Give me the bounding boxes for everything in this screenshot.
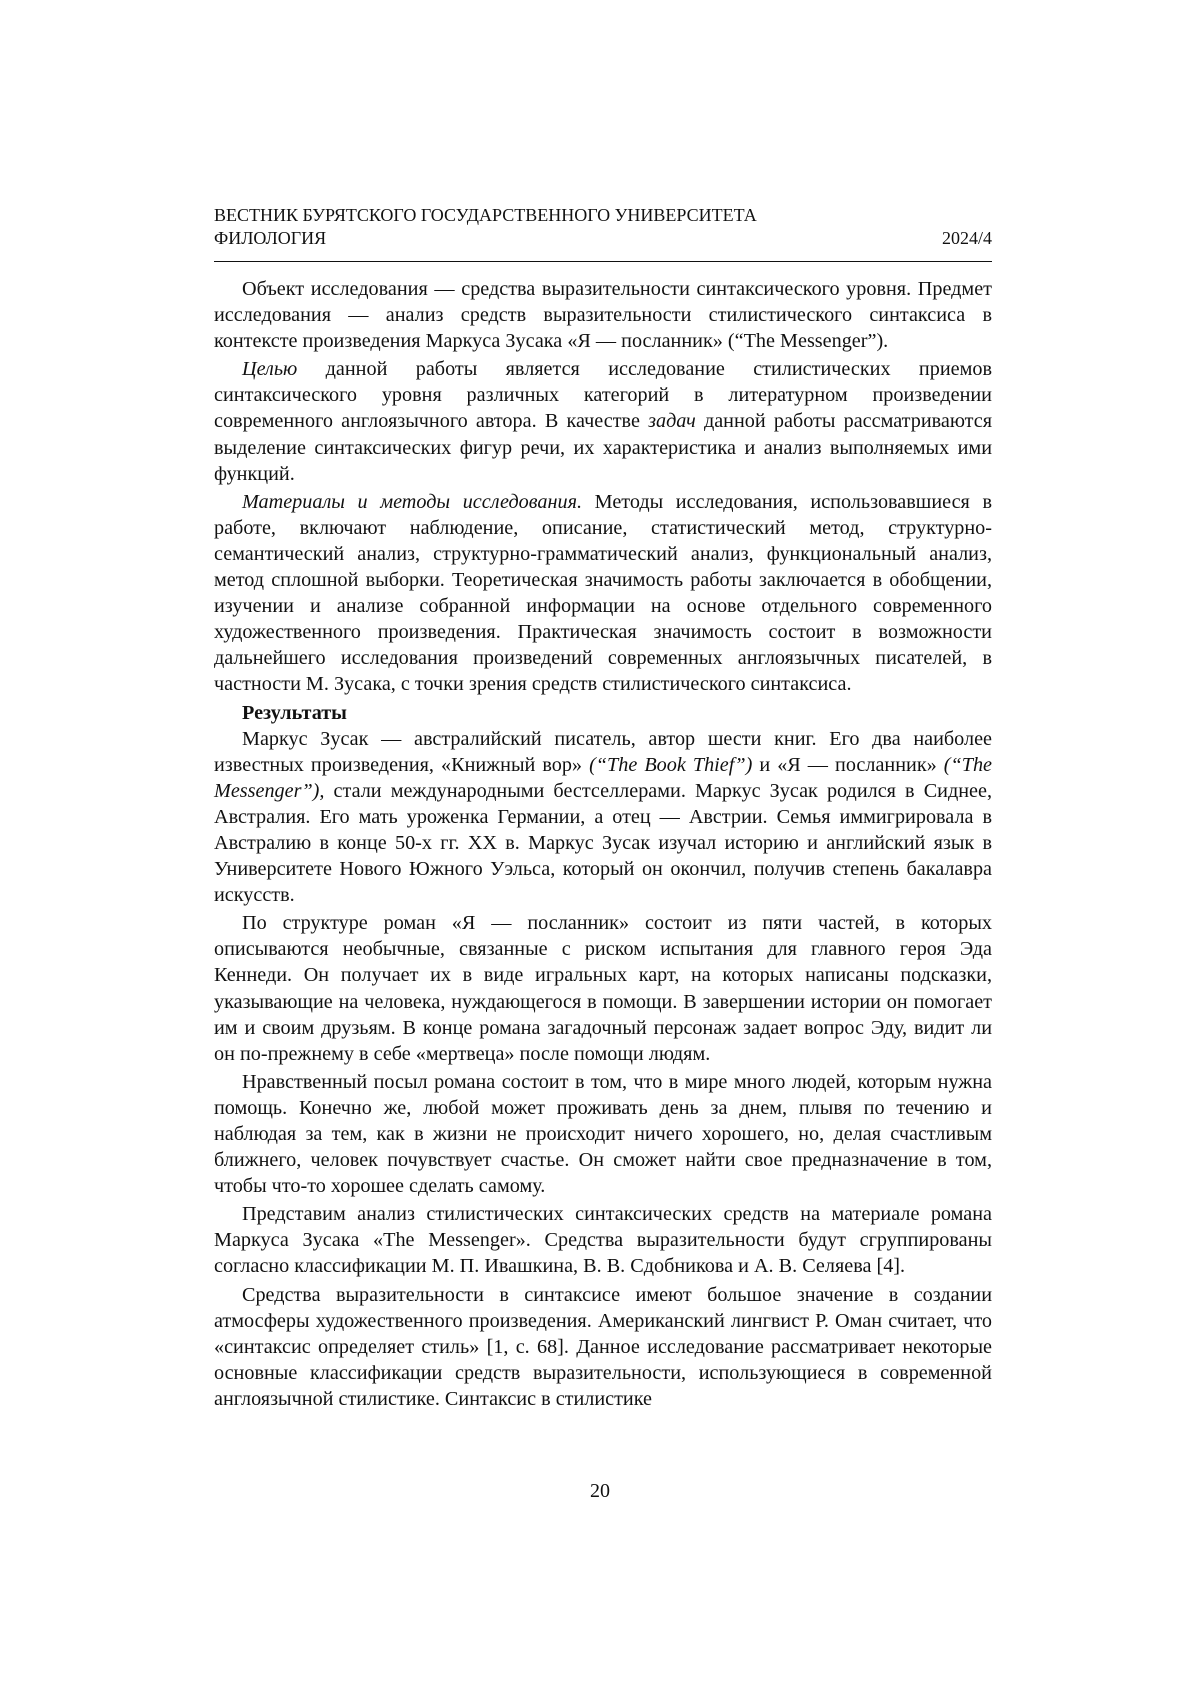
messenger-title: (“The Messenger”),: [214, 754, 992, 802]
goal-text-1: данной работы является исследование стилистических приемов синтаксического уровня различных категорий в литературном произведении современного англоязычного автора. В качестве: [214, 358, 992, 432]
paragraph-moral: Нравственный посыл романа состоит в том, что в мире много людей, которым нужна помощь. Конечно же, любой может проживать день за днем, плывя по течению и наблюдая за тем, как в жизни не происходит ничего хорошего, но, делая счастливым ближнего, человек почувствует счастье. Он сможет найти свое предназначение в том, чтобы что-то хорошее сделать самому.: [214, 1069, 992, 1199]
article-body: [214, 276, 992, 1414]
header-row-1: [214, 204, 992, 227]
page-number: 20: [0, 1480, 1200, 1503]
journal-title: ВЕСТНИК БУРЯТСКОГО ГОСУДАРСТВЕННОГО УНИВЕРСИТЕТА: [214, 204, 757, 227]
author-text-3: стали международными бестселлерами. Маркус Зусак родился в Сиднее, Австралия. Его мать уроженка Германии, а отец — Австрии. Семья иммигрировала в Австралию в конце 50-х гг. XX в. Маркус Зусак изучал историю и английский язык в Университете Нового Южного Уэльса, который он окончил, получив степень бакалавра искусств.: [214, 780, 992, 906]
book-thief-title: (“The Book Thief”): [589, 754, 752, 776]
header-rule: [214, 261, 992, 262]
methods-term: Материалы и методы исследования.: [242, 491, 582, 513]
section-title: ФИЛОЛОГИЯ: [214, 227, 326, 250]
goal-term: Целью: [242, 358, 297, 380]
paragraph-author: [214, 726, 992, 909]
tasks-term: задач: [648, 410, 696, 432]
results-heading: Результаты: [214, 700, 992, 726]
paragraph-object: Объект исследования — средства выразительности синтаксического уровня. Предмет исследования — анализ средств выразительности стилистического синтаксиса в контексте произведения Маркуса Зусака «Я — посланник» (“The Messenger”).: [214, 276, 992, 354]
goal-text-2: данной работы рассматриваются выделение синтаксических фигур речи, их характеристика и анализ выполняемых ими функций.: [214, 410, 992, 484]
header-row-2: [214, 227, 992, 250]
paragraph-methods: [214, 489, 992, 698]
methods-text: Методы исследования, использовавшиеся в работе, включают наблюдение, описание, статистический метод, структурно-семантический анализ, структурно-грамматический анализ, функциональный анализ, метод сплошной выборки. Теоретическая значимость работы заключается в обобщении, изучении и анализе собранной информации на основе отдельного современного художественного произведения. Практическая значимость состоит в возможности дальнейшего исследования произведений современных англоязычных писателей, в частности М. Зусака, с точки зрения средств стилистического синтаксиса.: [214, 491, 992, 696]
author-text-2: и «Я — посланник»: [752, 754, 943, 776]
paragraph-goal: [214, 356, 992, 486]
issue-number: 2024/4: [942, 227, 992, 250]
paragraph-analysis: Представим анализ стилистических синтаксических средств на материале романа Маркуса Зусака «The Messenger». Средства выразительности будут сгруппированы согласно классификации М. П. Ивашкина, В. В. Сдобникова и А. В. Селяева [4].: [214, 1201, 992, 1279]
paragraph-structure: По структуре роман «Я — посланник» состоит из пяти частей, в которых описываются необычные, связанные с риском испытания для главного героя Эда Кеннеди. Он получает их в виде игральных карт, на которых написаны подсказки, указывающие на человека, нуждающегося в помощи. В завершении истории он помогает им и своим друзьям. В конце романа загадочный персонаж задает вопрос Эду, видит ли он по-прежнему в себе «мертвеца» после помощи людям.: [214, 910, 992, 1067]
running-header: [214, 204, 992, 250]
journal-page: [0, 0, 1200, 1697]
paragraph-syntax: Средства выразительности в синтаксисе имеют большое значение в создании атмосферы художественного произведения. Американский лингвист Р. Оман считает, что «синтаксис определяет стиль» [1, с. 68]. Данное исследование рассматривает некоторые основные классификации средств выразительности, использующиеся в современной англоязычной стилистике. Синтаксис в стилистике: [214, 1282, 992, 1412]
author-text-1: Маркус Зусак — австралийский писатель, автор шести книг. Его два наиболее известных произведения, «Книжный вор»: [214, 728, 992, 776]
